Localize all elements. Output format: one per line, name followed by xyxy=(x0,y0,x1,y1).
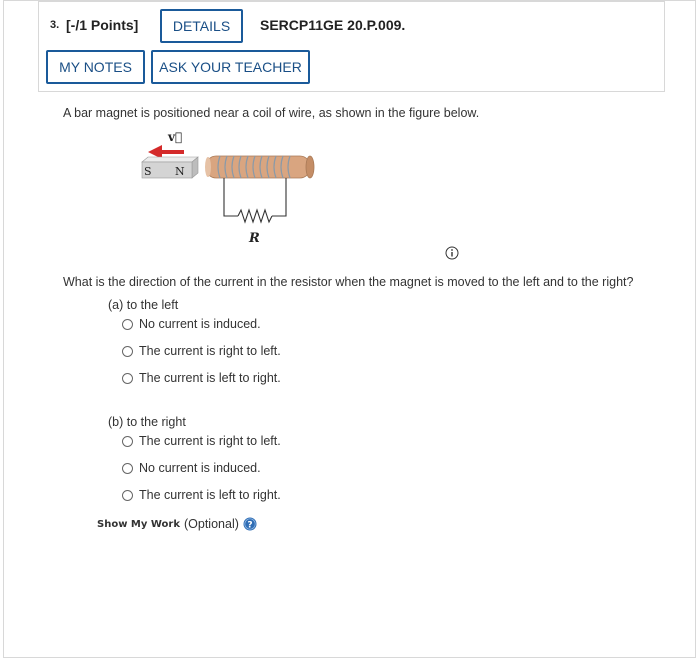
part-b-option-1[interactable] xyxy=(122,434,281,448)
radio-button[interactable] xyxy=(122,373,133,384)
part-a-option-2[interactable] xyxy=(122,344,281,358)
radio-button[interactable] xyxy=(122,346,133,357)
part-a-label: (a) to the left xyxy=(108,298,179,312)
question-code: SERCP11GE 20.P.009. xyxy=(260,17,406,33)
magnet-south-label: S xyxy=(144,165,152,178)
details-button[interactable]: DETAILS xyxy=(160,9,243,43)
magnet-north-label: N xyxy=(175,165,185,178)
part-b-option-3[interactable] xyxy=(122,488,281,502)
show-work-label[interactable]: Show My Work xyxy=(97,518,180,530)
coil-of-wire xyxy=(205,156,314,178)
part-a-option-3[interactable] xyxy=(122,371,281,385)
radio-button[interactable] xyxy=(122,463,133,474)
option-text: The current is left to right. xyxy=(139,371,281,385)
part-b-label: (b) to the right xyxy=(108,415,186,429)
resistor-icon xyxy=(238,210,272,222)
option-text: No current is induced. xyxy=(139,317,261,331)
circuit-wire xyxy=(224,178,286,222)
velocity-label: v⃗ xyxy=(168,130,183,144)
my-notes-button[interactable]: MY NOTES xyxy=(46,50,145,84)
question-number: 3. xyxy=(50,19,60,31)
option-text: The current is right to left. xyxy=(139,434,281,448)
part-a-option-1[interactable] xyxy=(122,317,261,331)
radio-button[interactable] xyxy=(122,436,133,447)
option-text: The current is left to right. xyxy=(139,488,281,502)
show-my-work[interactable] xyxy=(97,517,257,531)
ask-teacher-button[interactable]: ASK YOUR TEACHER xyxy=(151,50,310,84)
show-work-optional: (Optional) xyxy=(184,517,239,531)
help-icon[interactable] xyxy=(243,517,257,531)
magnet-coil-figure xyxy=(130,126,330,250)
intro-text: A bar magnet is positioned near a coil of wire, as shown in the figure below. xyxy=(63,106,480,120)
points-label: [-/1 Points] xyxy=(66,17,139,33)
radio-button[interactable] xyxy=(122,490,133,501)
page-frame xyxy=(3,0,696,658)
part-b-option-2[interactable] xyxy=(122,461,261,475)
question-prompt: What is the direction of the current in the resistor when the magnet is moved to the left and to the right? xyxy=(63,275,634,289)
svg-text:?: ? xyxy=(247,520,253,531)
info-icon[interactable] xyxy=(445,246,459,260)
option-text: The current is right to left. xyxy=(139,344,281,358)
resistor-label: R xyxy=(249,231,260,246)
radio-button[interactable] xyxy=(122,319,133,330)
option-text: No current is induced. xyxy=(139,461,261,475)
bar-magnet xyxy=(142,157,198,178)
